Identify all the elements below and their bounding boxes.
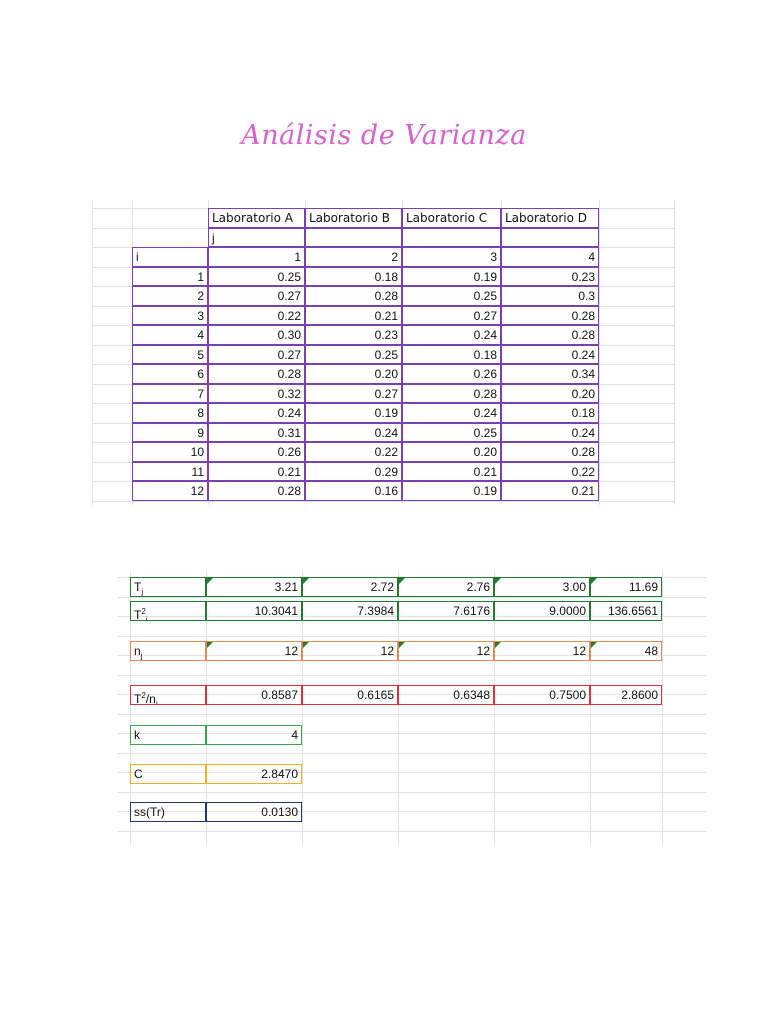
value-cell: 12 (494, 641, 590, 661)
label-text: k (134, 728, 140, 742)
row-label-nj (130, 641, 206, 661)
value-cell: 7.3984 (302, 601, 398, 621)
value-cell: 12 (302, 641, 398, 661)
table-cell: 0.28 (208, 364, 305, 384)
page-title: Análisis de Varianza (241, 120, 527, 151)
value-cell: 3.00 (494, 577, 590, 597)
table-cell: 0.28 (305, 286, 402, 306)
gridline (662, 572, 663, 844)
gridline (674, 200, 675, 505)
table-cell: 0.26 (402, 364, 501, 384)
row-index: 4 (132, 325, 208, 345)
label-text: C (134, 767, 143, 781)
table-cell: 0.26 (208, 442, 305, 462)
table-cell: 0.34 (501, 364, 599, 384)
table-cell: 0.27 (208, 345, 305, 365)
j-value: 2 (305, 247, 402, 267)
formula-marker (303, 642, 309, 648)
j-label: j (208, 228, 305, 248)
table-cell: 0.3 (501, 286, 599, 306)
value-cell: 12 (398, 641, 494, 661)
table-cell: 0.19 (402, 267, 501, 287)
row-index: 7 (132, 384, 208, 404)
formula-marker (591, 642, 597, 648)
table-cell: 0.22 (501, 462, 599, 482)
formula-marker (495, 578, 501, 584)
value-cell: 0.7500 (494, 685, 590, 705)
row-label-Tj2nj (130, 685, 206, 705)
table-cell: 0.25 (402, 423, 501, 443)
table-cell: 0.16 (305, 481, 402, 501)
table-cell: 0.21 (402, 462, 501, 482)
row-index: 6 (132, 364, 208, 384)
row-label-Tj2 (130, 601, 206, 621)
row-label-ssTr (130, 802, 206, 822)
value-cell: 136.6561 (590, 601, 662, 621)
value-cell: 2.72 (302, 577, 398, 597)
table-cell: 0.28 (501, 325, 599, 345)
row-index: 12 (132, 481, 208, 501)
value-cell: 0.0130 (206, 802, 302, 822)
table-cell: 0.22 (305, 442, 402, 462)
value-cell: 10.3041 (206, 601, 302, 621)
label-text: T (134, 692, 142, 705)
value-cell: 2.8470 (206, 764, 302, 784)
table-cell: 0.23 (501, 267, 599, 287)
value-cell: 0.6348 (398, 685, 494, 705)
row-index: 10 (132, 442, 208, 462)
table-cell: 0.25 (305, 345, 402, 365)
subscript: j (145, 615, 148, 621)
j-value: 4 (501, 247, 599, 267)
table-cell: 0.21 (208, 462, 305, 482)
formula-marker (591, 578, 597, 584)
table-cell: 0.24 (501, 345, 599, 365)
formula-marker (399, 578, 405, 584)
table-cell: 0.27 (208, 286, 305, 306)
empty-cell (501, 228, 599, 248)
gridline (92, 200, 93, 505)
table-cell: 0.28 (501, 306, 599, 326)
value-cell: 2.8600 (590, 685, 662, 705)
table-cell: 0.29 (305, 462, 402, 482)
table-cell: 0.23 (305, 325, 402, 345)
table-cell: 0.32 (208, 384, 305, 404)
table-cell: 0.24 (402, 403, 501, 423)
subscript: j (141, 587, 144, 597)
table-cell: 0.18 (305, 267, 402, 287)
formula-marker (303, 578, 309, 584)
column-header: Laboratorio A (208, 208, 305, 228)
value-cell: 9.0000 (494, 601, 590, 621)
value-cell: 3.21 (206, 577, 302, 597)
table-cell: 0.20 (402, 442, 501, 462)
subscript: j (155, 699, 158, 705)
j-value: 1 (208, 247, 305, 267)
column-header: Laboratorio B (305, 208, 402, 228)
table-cell: 0.18 (402, 345, 501, 365)
table-cell: 0.20 (501, 384, 599, 404)
row-index: 3 (132, 306, 208, 326)
table-cell: 0.27 (305, 384, 402, 404)
table-cell: 0.24 (305, 423, 402, 443)
label-mid: /n (145, 692, 156, 705)
gridline (599, 200, 600, 505)
table-cell: 0.21 (501, 481, 599, 501)
table-cell: 0.28 (208, 481, 305, 501)
row-index: 5 (132, 345, 208, 365)
table-cell: 0.25 (208, 267, 305, 287)
table-cell: 0.19 (305, 403, 402, 423)
table-cell: 0.19 (402, 481, 501, 501)
j-value: 3 (402, 247, 501, 267)
table-cell: 0.24 (402, 325, 501, 345)
row-label-Tj (130, 577, 206, 597)
row-label-k (130, 725, 206, 745)
table-cell: 0.21 (305, 306, 402, 326)
value-cell: 7.6176 (398, 601, 494, 621)
value-cell: 0.6165 (302, 685, 398, 705)
column-header: Laboratorio C (402, 208, 501, 228)
empty-cell (305, 228, 402, 248)
superscript: 2 (141, 607, 146, 616)
table-cell: 0.22 (208, 306, 305, 326)
formula-marker (207, 578, 213, 584)
subscript: j (140, 651, 143, 661)
row-index: 8 (132, 403, 208, 423)
row-index: 9 (132, 423, 208, 443)
label-text: T (134, 608, 142, 621)
table-cell: 0.28 (402, 384, 501, 404)
gridline (92, 501, 674, 502)
table-cell: 0.31 (208, 423, 305, 443)
value-cell: 4 (206, 725, 302, 745)
formula-marker (399, 642, 405, 648)
row-index: 11 (132, 462, 208, 482)
table-cell: 0.20 (305, 364, 402, 384)
value-cell: 11.69 (590, 577, 662, 597)
row-label-C (130, 764, 206, 784)
table-cell: 0.30 (208, 325, 305, 345)
formula-marker (495, 642, 501, 648)
row-index: 2 (132, 286, 208, 306)
i-label: i (132, 247, 208, 267)
column-header: Laboratorio D (501, 208, 599, 228)
formula-marker (207, 642, 213, 648)
label-text: n (134, 644, 141, 658)
table-cell: 0.27 (402, 306, 501, 326)
table-cell: 0.25 (402, 286, 501, 306)
row-index: 1 (132, 267, 208, 287)
value-cell: 48 (590, 641, 662, 661)
table-cell: 0.18 (501, 403, 599, 423)
table-cell: 0.28 (501, 442, 599, 462)
label-text: T (134, 580, 142, 594)
label-text: ss(Tr) (134, 805, 165, 819)
superscript: 2 (141, 691, 146, 700)
table-cell: 0.24 (501, 423, 599, 443)
table-cell: 0.24 (208, 403, 305, 423)
empty-cell (402, 228, 501, 248)
value-cell: 0.8587 (206, 685, 302, 705)
value-cell: 2.76 (398, 577, 494, 597)
value-cell: 12 (206, 641, 302, 661)
